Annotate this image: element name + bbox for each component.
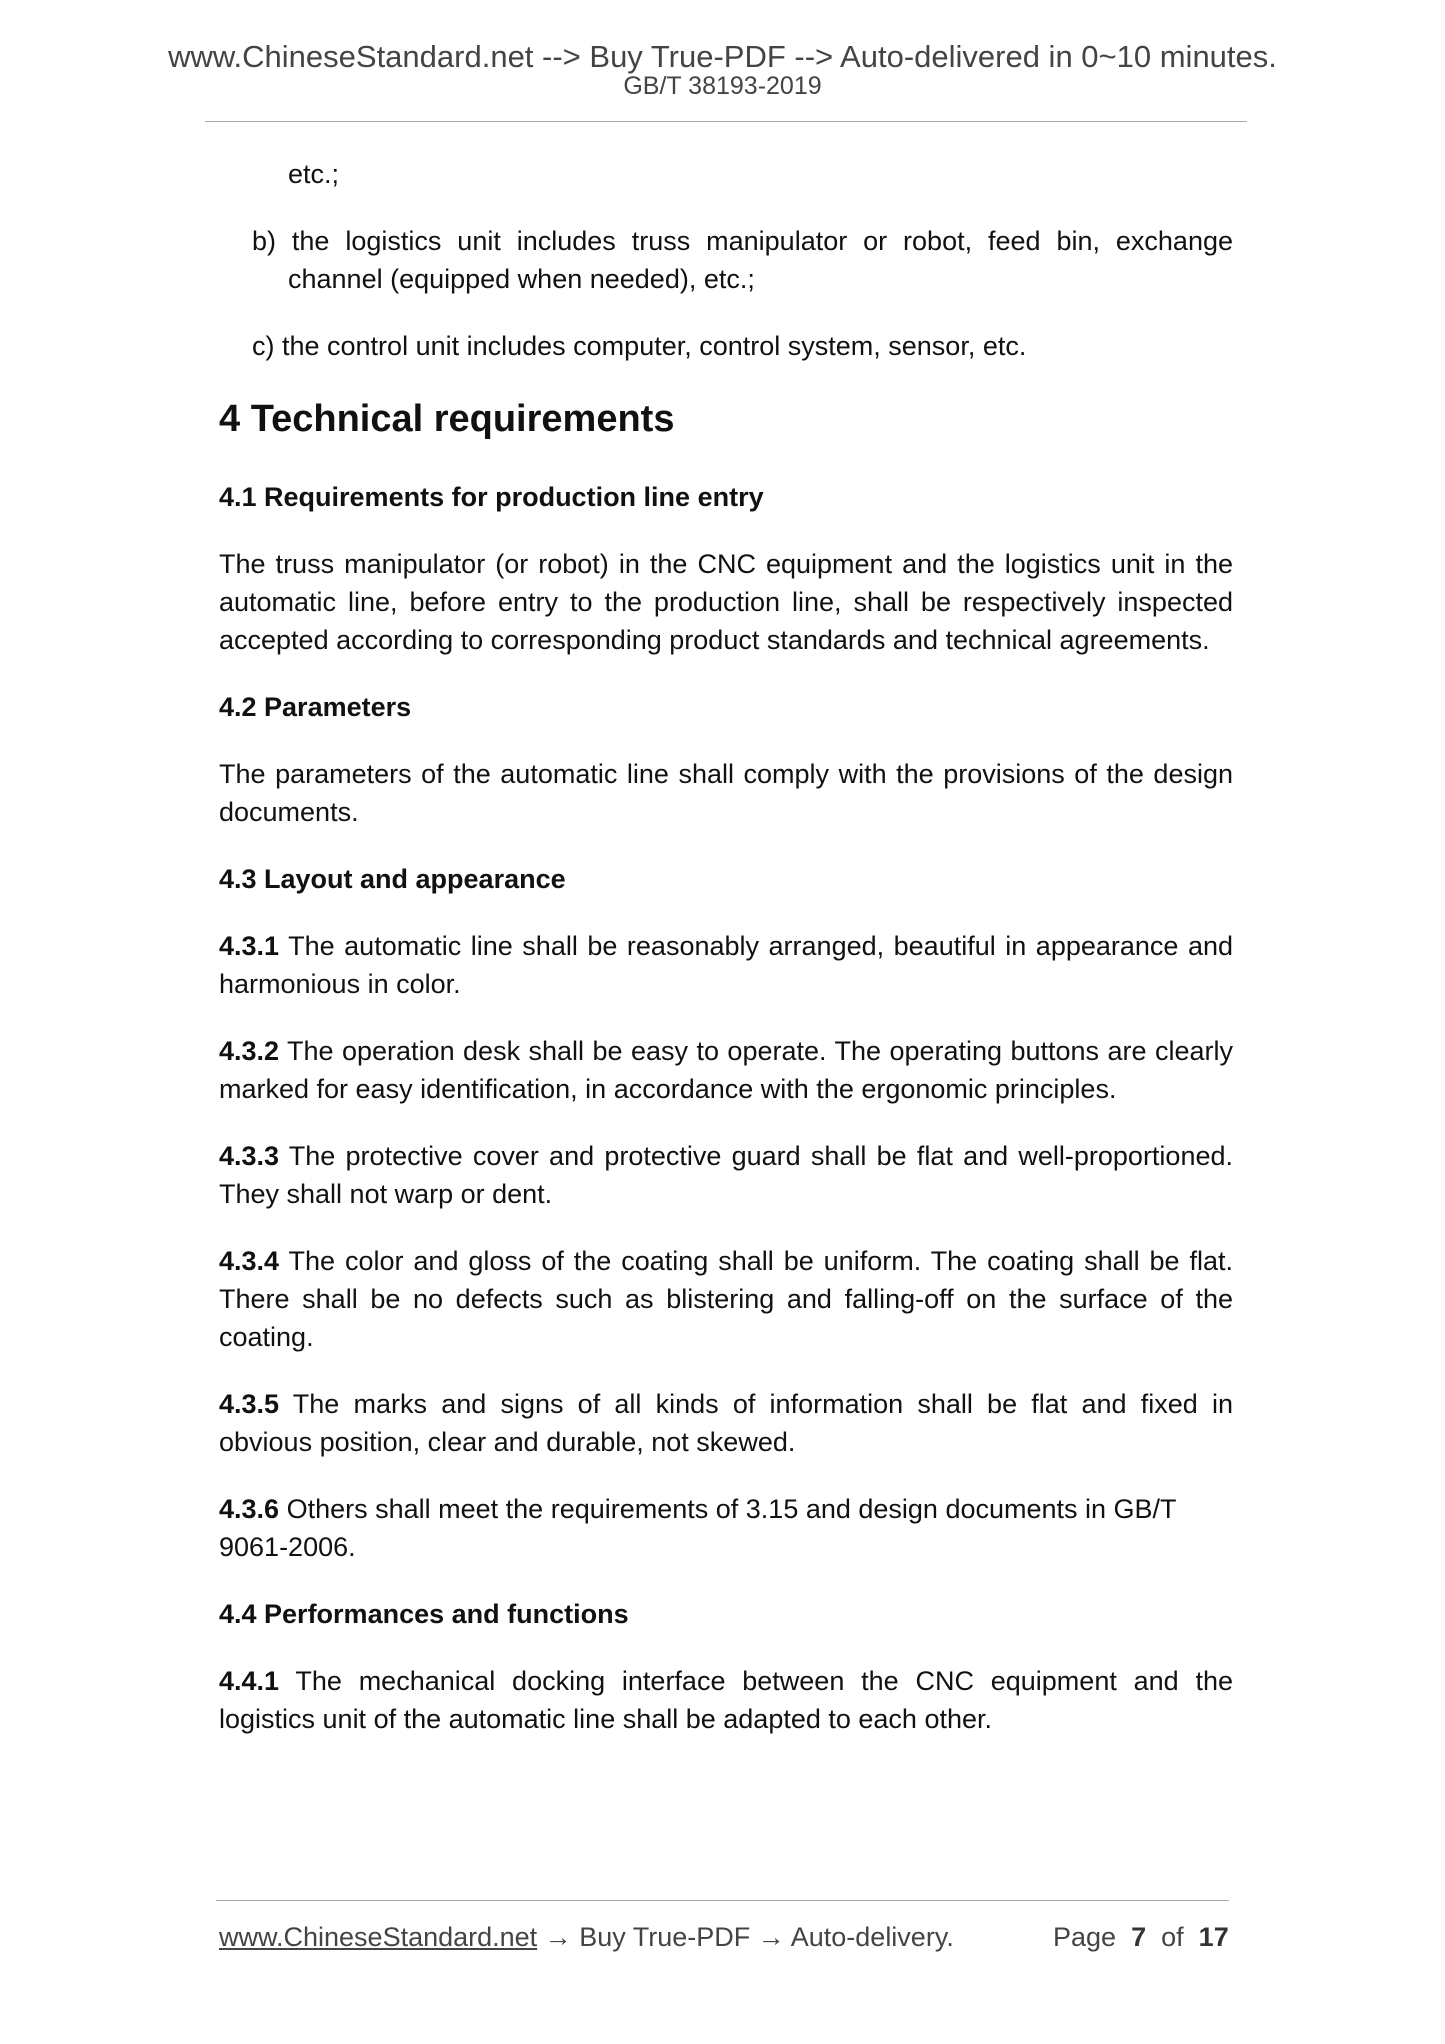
footer-divider — [216, 1900, 1229, 1901]
section-4-heading: 4 Technical requirements — [219, 398, 675, 440]
section-4-1-heading: 4.1 Requirements for production line entry — [219, 482, 764, 512]
clause-4-3-3 — [219, 1137, 1233, 1213]
section-4-1-text: The truss manipulator (or robot) in the CNC equipment and the logistics unit in the automatic line, before entry to the production line, shall be respectively inspected accepted according to corresponding product standards and technical agreements. — [219, 549, 1233, 655]
clause-text: The operation desk shall be easy to operate. The operating buttons are clearly marked for easy identification, in accordance with the ergonomic principles. — [219, 1036, 1233, 1104]
footer-tail: → Buy True-PDF → Auto-delivery. — [537, 1922, 954, 1952]
list-item-c: c) the control unit includes computer, control system, sensor, etc. — [252, 331, 1027, 361]
clause-number: 4.3.3 — [219, 1141, 280, 1171]
page-label: Page — [1053, 1922, 1117, 1952]
footer-promo — [219, 1920, 954, 1954]
section-4-2-text: The parameters of the automatic line shall comply with the provisions of the design documents. — [219, 759, 1233, 827]
clause-4-3-2 — [219, 1032, 1233, 1108]
clause-text: The color and gloss of the coating shall be uniform. The coating shall be flat. There shall be no defects such as blistering and falling-off on the surface of the coating. — [219, 1246, 1234, 1352]
clause-text: The mechanical docking interface between the CNC equipment and the logistics unit of the automatic line shall be adapted to each other. — [219, 1666, 1233, 1734]
list-continuation: etc.; — [288, 159, 340, 189]
clause-number: 4.3.2 — [219, 1036, 280, 1066]
list-item-b: b) the logistics unit includes truss manipulator or robot, feed bin, exchange channel (equipped when needed), etc.; — [252, 226, 1233, 294]
clause-text: The protective cover and protective guard shall be flat and well-proportioned. They shall not warp or dent. — [219, 1141, 1233, 1209]
standard-code: GB/T 38193-2019 — [623, 72, 822, 100]
clause-text: The marks and signs of all kinds of information shall be flat and fixed in obvious position, clear and durable, not skewed. — [219, 1389, 1233, 1457]
clause-text: Others shall meet the requirements of 3.15 and design documents in GB/T 9061-2006. — [219, 1494, 1177, 1562]
clause-number: 4.3.6 — [219, 1494, 280, 1524]
header-banner: www.ChineseStandard.net --> Buy True-PDF --> Auto-delivered in 0~10 minutes. — [168, 39, 1277, 74]
clause-4-3-4 — [219, 1242, 1233, 1356]
header-divider — [205, 121, 1247, 122]
page-current: 7 — [1131, 1922, 1147, 1952]
clause-number: 4.3.1 — [219, 931, 280, 961]
footer-link[interactable]: www.ChineseStandard.net — [219, 1922, 538, 1952]
clause-4-3-1 — [219, 927, 1233, 1003]
clause-4-4-1 — [219, 1662, 1233, 1738]
page-indicator — [1053, 1920, 1229, 1954]
page-content — [219, 155, 1233, 1767]
clause-4-3-6 — [219, 1490, 1233, 1566]
clause-number: 4.3.5 — [219, 1389, 280, 1419]
clause-number: 4.3.4 — [219, 1246, 280, 1276]
section-4-4-heading: 4.4 Performances and functions — [219, 1599, 629, 1629]
of-label: of — [1161, 1922, 1184, 1952]
section-4-3-heading: 4.3 Layout and appearance — [219, 864, 566, 894]
clause-text: The automatic line shall be reasonably arranged, beautiful in appearance and harmonious in color. — [219, 931, 1233, 999]
page-total: 17 — [1198, 1922, 1229, 1952]
clause-4-3-5 — [219, 1385, 1233, 1461]
section-4-2-heading: 4.2 Parameters — [219, 692, 412, 722]
clause-number: 4.4.1 — [219, 1666, 280, 1696]
